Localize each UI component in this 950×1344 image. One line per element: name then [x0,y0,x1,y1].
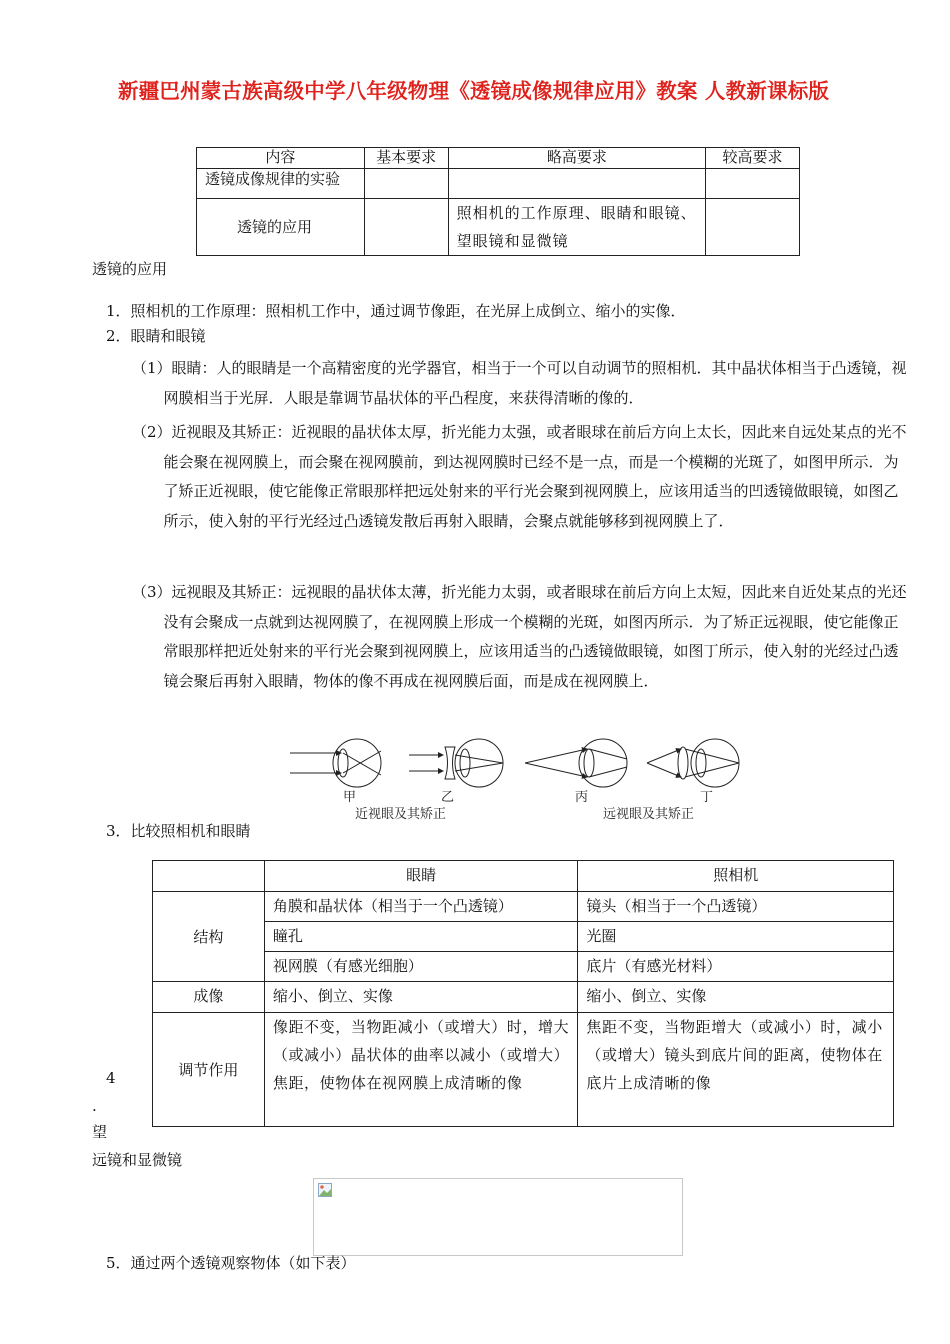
comparison-table [152,860,894,1127]
table-cell [364,169,448,199]
table-row [153,952,894,982]
table-row [153,892,894,922]
figure-label-ding: 丁 [700,790,714,805]
broken-image-icon [318,1183,332,1197]
eye-myopia-diagram [290,739,381,787]
table-cell: 角膜和晶状体（相当于一个凸透镜） [264,892,578,922]
header-slightly-higher: 略高要求 [448,148,706,169]
row-label-adjust: 调节作用 [153,1013,265,1127]
table-cell: 光圈 [578,922,894,952]
table-cell: 照相机的工作原理、眼睛和眼镜、望眼镜和显微镜 [448,199,706,256]
missing-image-placeholder [313,1178,683,1256]
header-camera: 照相机 [578,861,894,892]
table-cell: 透镜的应用 [197,199,365,256]
table-cell [364,199,448,256]
paragraph-hyperopia [132,578,908,696]
item-4-number: 4 [106,1069,116,1087]
table-cell [706,199,800,256]
table-header-row [197,148,800,169]
table-cell: 缩小、倒立、实像 [264,982,578,1013]
item-4-dot: . [92,1097,97,1115]
item-4-char: 望 [92,1123,108,1141]
paragraph-myopia-text: （2）近视眼及其矫正：近视眼的晶状体太厚，折光能力太强，或者眼球在前后方向上太长，因此来自远处某点的光不能会聚在视网膜上，而会聚在视网膜前，到达视网膜时已经不是一点，而是一个模糊的光斑了，如图甲所示．为了矫正近视眼，使它能像正常眼那样把远处射来的平行光会聚到视网膜上，应该用适当的凹透镜做眼镜，如图乙所示，使入射的平行光经过凸透镜发散后再射入眼睛，会聚点就能够移到视网膜上了． [132,423,907,530]
figure-label-yi: 乙 [441,790,455,805]
paragraph-hyperopia-text: （3）远视眼及其矫正：远视眼的晶状体太薄，折光能力太弱，或者眼球在前后方向上太短，因此来自近处某点的光还没有会聚成一点就到达视网膜了，在视网膜上形成一个模糊的光斑，如图丙所示．为了矫正远视眼，使它能像正常眼那样把近处射来的平行光会聚到视网膜上，应该用适当的凸透镜做眼镜，如图丁所示，使入射的光经过凸透镜会聚后再射入眼睛，物体的像不再成在视网膜后面，而是成在视网膜上． [132,583,907,690]
table-row [153,982,894,1013]
table-cell: 焦距不变，当物距增大（或减小）时，减小（或增大）镜头到底片间的距离，使物体在底片上成清晰的像 [578,1013,894,1127]
table-cell: 透镜成像规律的实验 [197,169,365,199]
table-cell: 缩小、倒立、实像 [578,982,894,1013]
header-empty [153,861,265,892]
item-1: 1．照相机的工作原理：照相机工作中，通过调节像距，在光屏上成倒立、缩小的实像． [106,302,686,320]
eye-diagram-figure [285,735,755,830]
requirements-table [196,147,800,256]
header-basic: 基本要求 [364,148,448,169]
table-cell: 镜头（相当于一个凸透镜） [578,892,894,922]
table-cell: 视网膜（有感光细胞） [264,952,578,982]
eye-hyperopia-corrected-diagram [647,739,739,787]
figure-caption-hyperopia: 远视眼及其矫正 [603,807,695,822]
table-row [197,169,800,199]
row-label-structure: 结构 [153,892,265,982]
header-eye: 眼睛 [264,861,578,892]
table-cell [448,169,706,199]
header-higher: 较高要求 [706,148,800,169]
item-3: 3．比较照相机和眼睛 [106,822,251,840]
figure-caption-myopia: 近视眼及其矫正 [355,807,447,822]
item-2: 2．眼睛和眼镜 [106,327,206,345]
table-row [153,922,894,952]
item-4-heading: 远镜和显微镜 [92,1151,183,1169]
table-row [197,199,800,256]
paragraph-myopia [132,418,908,536]
figure-label-jia: 甲 [343,790,357,805]
table-cell: 像距不变，当物距减小（或增大）时，增大（或减小）晶状体的曲率以减小（或增大）焦距，使物体在视网膜上成清晰的像 [264,1013,578,1127]
item-5: 5．通过两个透镜观察物体（如下表） [106,1254,356,1272]
table-cell [706,169,800,199]
paragraph-eye [132,354,908,413]
eye-myopia-corrected-diagram [409,739,503,787]
table-row [153,1013,894,1127]
paragraph-eye-text: （1）眼睛：人的眼睛是一个高精密度的光学器官，相当于一个可以自动调节的照相机．其中晶状体相当于凸透镜，视网膜相当于光屏．人眼是靠调节晶状体的平凸程度，来获得清晰的像的． [132,359,907,407]
header-content: 内容 [197,148,365,169]
section-heading: 透镜的应用 [92,260,168,278]
figure-label-bing: 丙 [575,790,589,805]
table-header-row [153,861,894,892]
table-cell: 底片（有感光材料） [578,952,894,982]
row-label-imaging: 成像 [153,982,265,1013]
table-cell: 瞳孔 [264,922,578,952]
eye-hyperopia-diagram [525,739,627,787]
page-title: 新疆巴州蒙古族高级中学八年级物理《透镜成像规律应用》教案 人教新课标版 [118,79,830,103]
